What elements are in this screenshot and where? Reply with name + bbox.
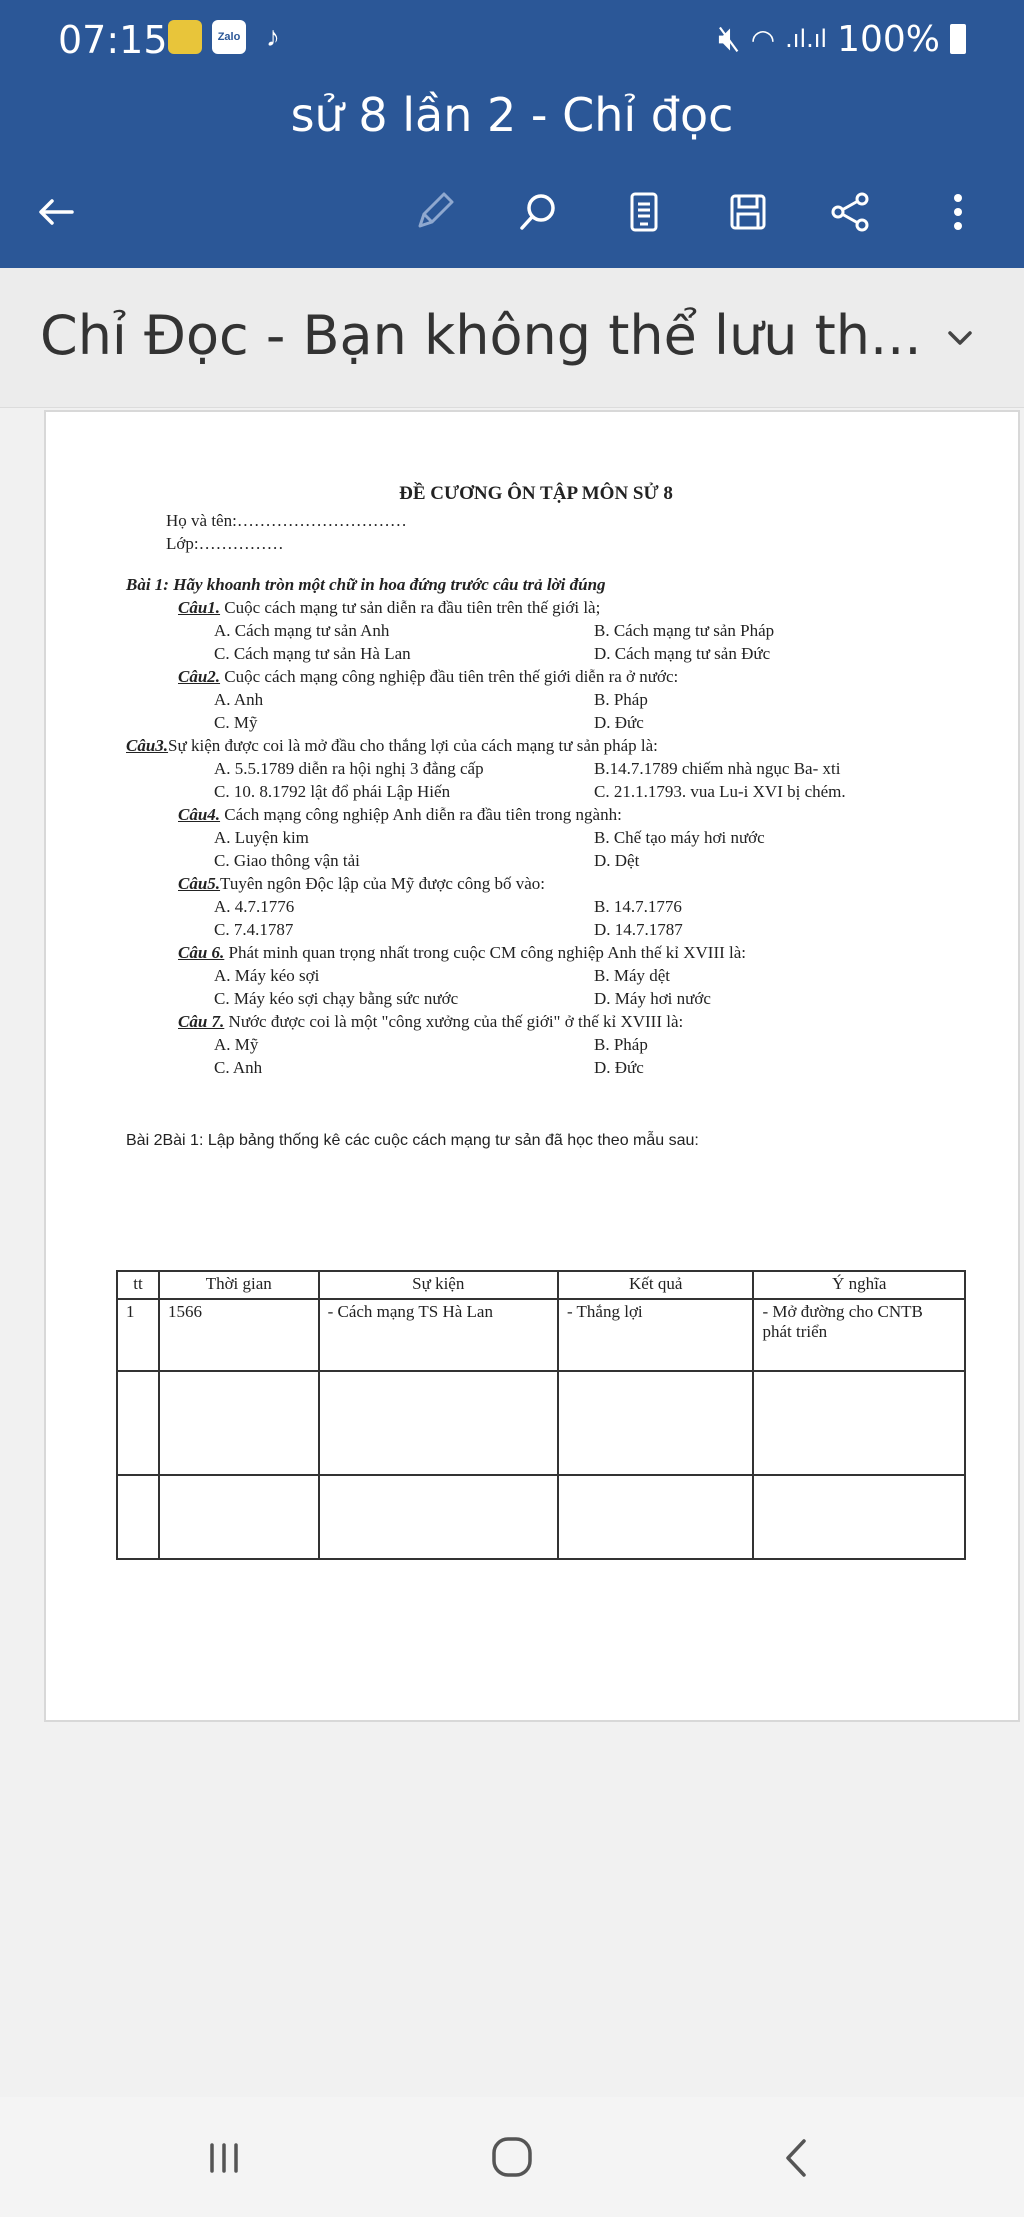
read-only-banner[interactable] (0, 268, 1024, 408)
signal-icon: .ıl.ıl (785, 25, 828, 53)
exercise-1-title: Bài 1: Hãy khoanh tròn một chữ in hoa đứng trước câu trả lời đúng (126, 575, 606, 594)
status-time: 07:15 (58, 18, 168, 62)
battery-level: 100% (837, 18, 940, 60)
answer-option: C. Máy kéo sợi chạy bằng sức nước (214, 989, 459, 1008)
answer-row (126, 1056, 946, 1079)
answer-option: B. Cách mạng tư sản Pháp (594, 621, 775, 640)
answer-option: A. Anh (214, 690, 264, 709)
question-4 (126, 803, 946, 826)
table-header-row (117, 1271, 965, 1299)
answer-row (126, 688, 946, 711)
edit-pencil-icon[interactable] (404, 182, 464, 242)
doc-heading: ĐỀ CƯƠNG ÔN TẬP MÔN SỬ 8 (399, 483, 673, 504)
answer-option: D. Đức (594, 1058, 644, 1077)
question-text: Tuyên ngôn Độc lập của Mỹ được công bố vào: (220, 874, 545, 893)
answer-option: A. 4.7.1776 (214, 897, 295, 916)
question-label: Câu 6. (178, 943, 225, 962)
answer-option: D. Cách mạng tư sản Đức (594, 644, 771, 663)
share-icon[interactable] (820, 182, 880, 242)
app-notification-icon (168, 20, 202, 54)
status-right (718, 18, 966, 60)
table-header: Kết quả (558, 1271, 754, 1299)
zalo-icon: Zalo (212, 20, 246, 54)
answer-option: C. Giao thông vận tải (214, 851, 360, 870)
wifi-icon: ◠ (750, 22, 776, 56)
search-icon[interactable] (508, 182, 568, 242)
answer-row (126, 780, 946, 803)
question-label: Câu3. (126, 736, 169, 755)
home-icon[interactable] (482, 2133, 542, 2183)
table-header: Sự kiện (319, 1271, 558, 1299)
question-7 (126, 1010, 946, 1033)
notification-icons (168, 20, 290, 54)
exercise-2-title: Bài 2Bài 1: Lập bảng thống kê các cuộc cách mạng tư sản đã học theo mẫu sau: (126, 1132, 699, 1149)
answer-option: C. 21.1.1793. vua Lu-i XVI bị chém. (594, 782, 846, 801)
document-content (126, 482, 946, 1079)
back-arrow-icon[interactable] (26, 182, 86, 242)
app-bar (0, 0, 1024, 268)
answer-option: B.14.7.1789 chiếm nhà ngục Ba- xti (594, 759, 841, 778)
more-icon[interactable] (928, 182, 988, 242)
answer-row (126, 895, 946, 918)
table-cell: 1 (117, 1299, 159, 1371)
question-1 (126, 596, 946, 619)
name-line: Họ và tên:………………………… (166, 511, 407, 530)
mute-icon: 🔇︎ (718, 18, 741, 59)
answer-option: A. Mỹ (214, 1035, 259, 1054)
tiktok-icon: ♪ (266, 21, 280, 52)
table-row (117, 1299, 965, 1371)
banner-text: Chỉ Đọc - Bạn không thể lưu th... (40, 304, 922, 367)
question-2 (126, 665, 946, 688)
answer-row (126, 964, 946, 987)
answer-option: D. 14.7.1787 (594, 920, 683, 939)
answer-option: B. Máy dệt (594, 966, 671, 985)
answer-option: D. Máy hơi nước (594, 989, 711, 1008)
table-row (117, 1475, 965, 1559)
answer-row (126, 918, 946, 941)
status-bar (0, 0, 1024, 80)
question-text: Phát minh quan trọng nhất trong cuộc CM công nghiệp Anh thế kỉ XVIII là: (224, 943, 747, 962)
table-cell (753, 1475, 965, 1559)
answer-option: A. Máy kéo sợi (214, 966, 320, 985)
answer-option: C. Cách mạng tư sản Hà Lan (214, 644, 411, 663)
table-cell (558, 1371, 754, 1475)
table-cell: - Thắng lợi (558, 1299, 754, 1371)
answer-option: A. Luyện kim (214, 828, 309, 847)
question-label: Câu 7. (178, 1012, 225, 1031)
answer-option: D. Dệt (594, 851, 640, 870)
answer-option: B. Chế tạo máy hơi nước (594, 828, 765, 847)
question-label: Câu4. (178, 805, 221, 824)
table-cell (159, 1371, 319, 1475)
table-cell: 1566 (159, 1299, 319, 1371)
battery-icon (950, 24, 966, 54)
answer-row (126, 987, 946, 1010)
question-5 (126, 872, 946, 895)
recent-apps-icon[interactable] (194, 2133, 254, 2183)
answer-option: B. 14.7.1776 (594, 897, 682, 916)
question-text: Cuộc cách mạng tư sản diễn ra đầu tiên trên thế giới là; (220, 598, 601, 617)
table-cell (117, 1371, 159, 1475)
question-6 (126, 941, 946, 964)
question-label: Câu5. (178, 874, 221, 893)
question-text: Cách mạng công nghiệp Anh diễn ra đầu tiên trong ngành: (220, 805, 622, 824)
toolbar (0, 170, 1024, 250)
save-icon[interactable] (718, 182, 778, 242)
question-label: Câu1. (178, 598, 221, 617)
table-cell (319, 1371, 558, 1475)
answer-row (126, 757, 946, 780)
table-cell: - Mở đường cho CNTB phát triển (753, 1299, 965, 1371)
question-3 (126, 734, 946, 757)
table-cell (159, 1475, 319, 1559)
question-label: Câu2. (178, 667, 221, 686)
answer-row (126, 642, 946, 665)
answer-row (126, 711, 946, 734)
answer-option: A. 5.5.1789 diễn ra hội nghị 3 đẳng cấp (214, 759, 484, 778)
reading-view-icon[interactable] (614, 182, 674, 242)
table-header: Thời gian (159, 1271, 319, 1299)
answer-option: C. 10. 8.1792 lật đổ phái Lập Hiến (214, 782, 451, 801)
table-cell (558, 1475, 754, 1559)
class-line: Lớp:…………… (166, 534, 284, 553)
table-header: Ý nghĩa (753, 1271, 965, 1299)
table-header: tt (117, 1271, 159, 1299)
chevron-down-icon[interactable] (940, 318, 980, 358)
document-page (44, 410, 1020, 1722)
answer-option: B. Pháp (594, 690, 648, 709)
answer-row (126, 619, 946, 642)
answer-row (126, 826, 946, 849)
answer-option: D. Đức (594, 713, 644, 732)
question-text: Cuộc cách mạng công nghiệp đầu tiên trên thế giới diễn ra ở nước: (220, 667, 679, 686)
answer-option: C. Anh (214, 1058, 263, 1077)
table-cell (753, 1371, 965, 1475)
answer-option: C. 7.4.1787 (214, 920, 294, 939)
question-text: Sự kiện được coi là mở đầu cho thắng lợi của cách mạng tư sản pháp là: (168, 736, 658, 755)
answer-option: C. Mỹ (214, 713, 258, 732)
document-title: sử 8 lần 2 - Chỉ đọc (290, 88, 734, 142)
statistics-table (116, 1270, 966, 1560)
answer-option: B. Pháp (594, 1035, 648, 1054)
question-text: Nước được coi là một "công xưởng của thế giới" ở thế kỉ XVIII là: (224, 1012, 684, 1031)
answer-row (126, 1033, 946, 1056)
table-row (117, 1371, 965, 1475)
table-cell: - Cách mạng TS Hà Lan (319, 1299, 558, 1371)
system-nav-bar (0, 2097, 1024, 2217)
table-cell (319, 1475, 558, 1559)
answer-option: A. Cách mạng tư sản Anh (214, 621, 390, 640)
table-cell (117, 1475, 159, 1559)
nav-back-icon[interactable] (766, 2133, 826, 2183)
answer-row (126, 849, 946, 872)
